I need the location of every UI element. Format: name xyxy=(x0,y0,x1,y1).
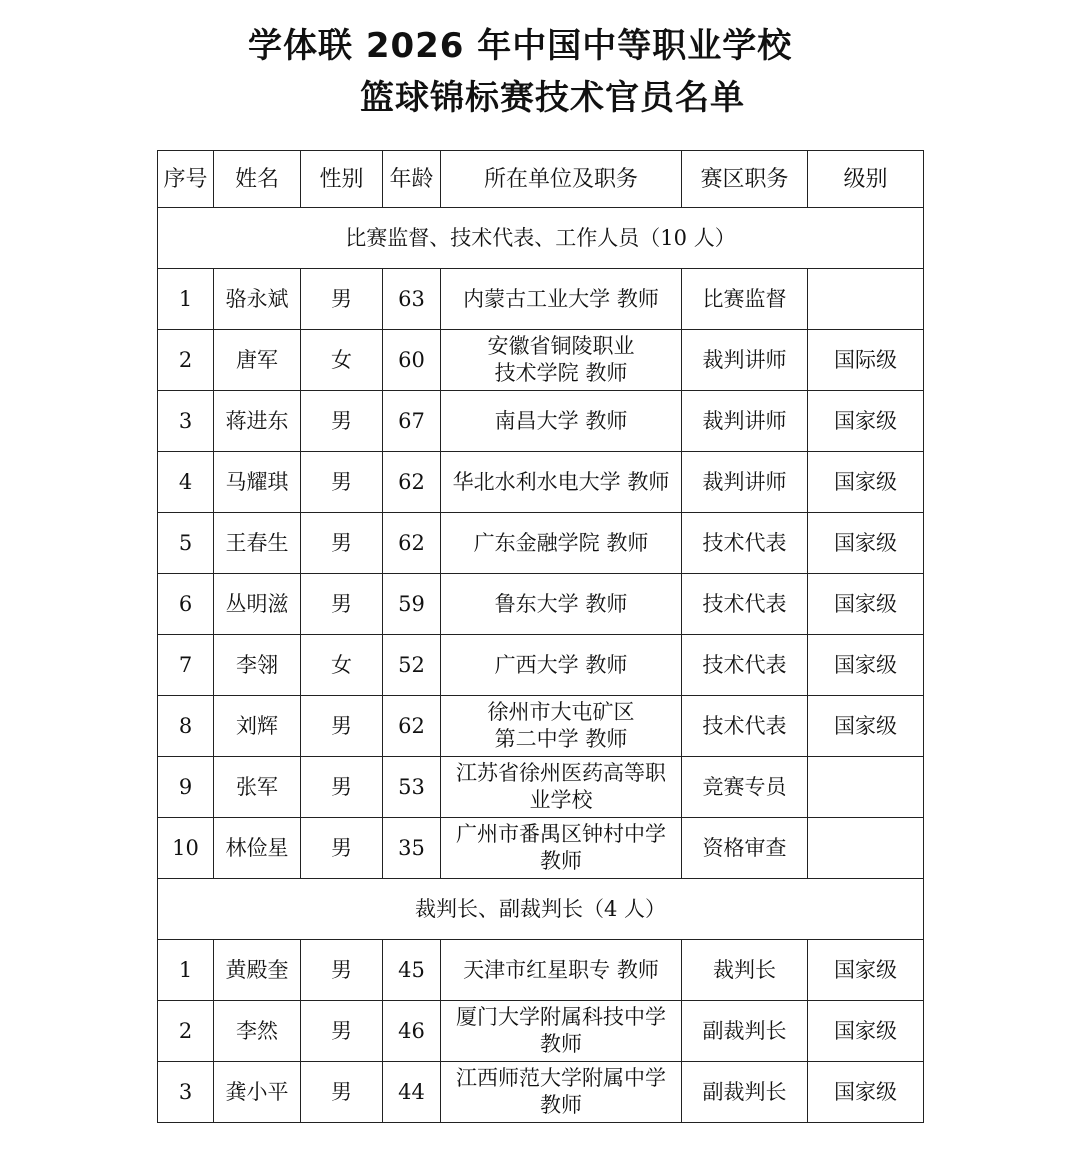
cell-no: 8 xyxy=(158,696,214,757)
cell-role: 比赛监督 xyxy=(682,269,808,330)
cell-gender: 男 xyxy=(301,1062,383,1123)
cell-age: 35 xyxy=(383,818,441,879)
cell-level: 国际级 xyxy=(808,330,924,391)
cell-role: 技术代表 xyxy=(682,635,808,696)
cell-role: 技术代表 xyxy=(682,574,808,635)
cell-gender: 男 xyxy=(301,1001,383,1062)
table-row xyxy=(158,513,924,574)
cell-age: 62 xyxy=(383,513,441,574)
header-org: 所在单位及职务 xyxy=(441,151,682,208)
cell-name: 龚小平 xyxy=(214,1062,301,1123)
cell-role: 资格审查 xyxy=(682,818,808,879)
section-heading-row xyxy=(158,208,924,269)
cell-gender: 男 xyxy=(301,269,383,330)
table-row xyxy=(158,269,924,330)
table-row xyxy=(158,1001,924,1062)
cell-gender: 男 xyxy=(301,513,383,574)
cell-name: 黄殿奎 xyxy=(214,940,301,1001)
table-row xyxy=(158,696,924,757)
cell-age: 45 xyxy=(383,940,441,1001)
cell-org xyxy=(441,818,682,879)
cell-age: 67 xyxy=(383,391,441,452)
org-line: 徐州市大屯矿区 xyxy=(487,700,635,724)
cell-level: 国家级 xyxy=(808,940,924,1001)
cell-no: 10 xyxy=(158,818,214,879)
cell-level: 国家级 xyxy=(808,696,924,757)
cell-org xyxy=(441,696,682,757)
org-line: 南昌大学 教师 xyxy=(494,408,628,433)
cell-level xyxy=(808,757,924,818)
org-line: 第二中学 教师 xyxy=(494,727,628,751)
header-name: 姓名 xyxy=(214,151,301,208)
cell-level xyxy=(808,269,924,330)
cell-no: 5 xyxy=(158,513,214,574)
org-line: 教师 xyxy=(540,1032,582,1056)
header-age: 年龄 xyxy=(383,151,441,208)
cell-age: 52 xyxy=(383,635,441,696)
org-line: 鲁东大学 教师 xyxy=(494,591,628,616)
cell-level: 国家级 xyxy=(808,1001,924,1062)
table-row xyxy=(158,391,924,452)
cell-gender: 男 xyxy=(301,574,383,635)
table-row xyxy=(158,330,924,391)
cell-name: 刘辉 xyxy=(214,696,301,757)
org-line: 江苏省徐州医药高等职 xyxy=(456,761,666,785)
table-row xyxy=(158,635,924,696)
cell-no: 9 xyxy=(158,757,214,818)
org-line: 教师 xyxy=(540,849,582,873)
cell-age: 62 xyxy=(383,696,441,757)
cell-gender: 男 xyxy=(301,452,383,513)
cell-org xyxy=(441,513,682,574)
cell-name: 唐军 xyxy=(214,330,301,391)
section-heading: 裁判长、副裁判长（4 人） xyxy=(158,879,924,940)
cell-role: 裁判长 xyxy=(682,940,808,1001)
cell-org xyxy=(441,1062,682,1123)
cell-level: 国家级 xyxy=(808,391,924,452)
table-row xyxy=(158,452,924,513)
cell-role: 技术代表 xyxy=(682,513,808,574)
cell-age: 44 xyxy=(383,1062,441,1123)
cell-name: 马耀琪 xyxy=(214,452,301,513)
cell-name: 张军 xyxy=(214,757,301,818)
cell-role: 裁判讲师 xyxy=(682,391,808,452)
cell-age: 63 xyxy=(383,269,441,330)
cell-org xyxy=(441,757,682,818)
org-line: 广东金融学院 教师 xyxy=(473,530,649,555)
document-title-line-2: 篮球锦标赛技术官员名单 xyxy=(360,78,745,118)
cell-no: 2 xyxy=(158,330,214,391)
cell-name: 丛明滋 xyxy=(214,574,301,635)
section-heading-row xyxy=(158,879,924,940)
cell-role: 裁判讲师 xyxy=(682,452,808,513)
cell-org xyxy=(441,452,682,513)
cell-age: 60 xyxy=(383,330,441,391)
org-line: 安徽省铜陵职业 xyxy=(487,334,635,358)
cell-org xyxy=(441,269,682,330)
cell-role: 裁判讲师 xyxy=(682,330,808,391)
cell-level: 国家级 xyxy=(808,635,924,696)
cell-org xyxy=(441,574,682,635)
cell-name: 林俭星 xyxy=(214,818,301,879)
cell-org xyxy=(441,940,682,1001)
cell-name: 王春生 xyxy=(214,513,301,574)
org-line: 技术学院 教师 xyxy=(494,361,628,385)
cell-role: 技术代表 xyxy=(682,696,808,757)
cell-no: 2 xyxy=(158,1001,214,1062)
cell-level: 国家级 xyxy=(808,513,924,574)
cell-name: 蒋进东 xyxy=(214,391,301,452)
cell-level xyxy=(808,818,924,879)
cell-no: 1 xyxy=(158,940,214,1001)
cell-role: 副裁判长 xyxy=(682,1001,808,1062)
table-row xyxy=(158,574,924,635)
cell-org xyxy=(441,330,682,391)
cell-age: 46 xyxy=(383,1001,441,1062)
cell-name: 骆永斌 xyxy=(214,269,301,330)
cell-age: 62 xyxy=(383,452,441,513)
cell-no: 6 xyxy=(158,574,214,635)
org-line: 江西师范大学附属中学 xyxy=(456,1066,666,1090)
cell-gender: 女 xyxy=(301,635,383,696)
header-no: 序号 xyxy=(158,151,214,208)
table-header-row xyxy=(158,151,924,208)
cell-no: 3 xyxy=(158,1062,214,1123)
org-line: 广州市番禺区钟村中学 xyxy=(456,822,666,846)
cell-gender: 男 xyxy=(301,757,383,818)
cell-name: 李然 xyxy=(214,1001,301,1062)
cell-gender: 男 xyxy=(301,818,383,879)
cell-age: 59 xyxy=(383,574,441,635)
cell-gender: 男 xyxy=(301,391,383,452)
table-row xyxy=(158,757,924,818)
header-role: 赛区职务 xyxy=(682,151,808,208)
cell-level: 国家级 xyxy=(808,574,924,635)
org-line: 厦门大学附属科技中学 xyxy=(456,1005,666,1029)
table-row xyxy=(158,1062,924,1123)
cell-org xyxy=(441,391,682,452)
cell-gender: 男 xyxy=(301,696,383,757)
cell-name: 李翎 xyxy=(214,635,301,696)
header-gender: 性别 xyxy=(301,151,383,208)
org-line: 教师 xyxy=(540,1093,582,1117)
org-line: 广西大学 教师 xyxy=(494,652,628,677)
cell-role: 竞赛专员 xyxy=(682,757,808,818)
org-line: 华北水利水电大学 教师 xyxy=(452,469,670,494)
officials-table xyxy=(157,150,924,1123)
table-row xyxy=(158,818,924,879)
cell-gender: 男 xyxy=(301,940,383,1001)
cell-no: 3 xyxy=(158,391,214,452)
table-row xyxy=(158,940,924,1001)
org-line: 内蒙古工业大学 教师 xyxy=(463,286,659,311)
section-heading: 比赛监督、技术代表、工作人员（10 人） xyxy=(158,208,924,269)
cell-gender: 女 xyxy=(301,330,383,391)
org-line: 天津市红星职专 教师 xyxy=(463,957,659,982)
cell-role: 副裁判长 xyxy=(682,1062,808,1123)
cell-no: 7 xyxy=(158,635,214,696)
cell-level: 国家级 xyxy=(808,1062,924,1123)
cell-org xyxy=(441,635,682,696)
cell-no: 1 xyxy=(158,269,214,330)
cell-no: 4 xyxy=(158,452,214,513)
cell-org xyxy=(441,1001,682,1062)
cell-level: 国家级 xyxy=(808,452,924,513)
header-level: 级别 xyxy=(808,151,924,208)
cell-age: 53 xyxy=(383,757,441,818)
org-line: 业学校 xyxy=(529,788,593,812)
document-title-line-1: 学体联 2026 年中国中等职业学校 xyxy=(248,26,793,66)
